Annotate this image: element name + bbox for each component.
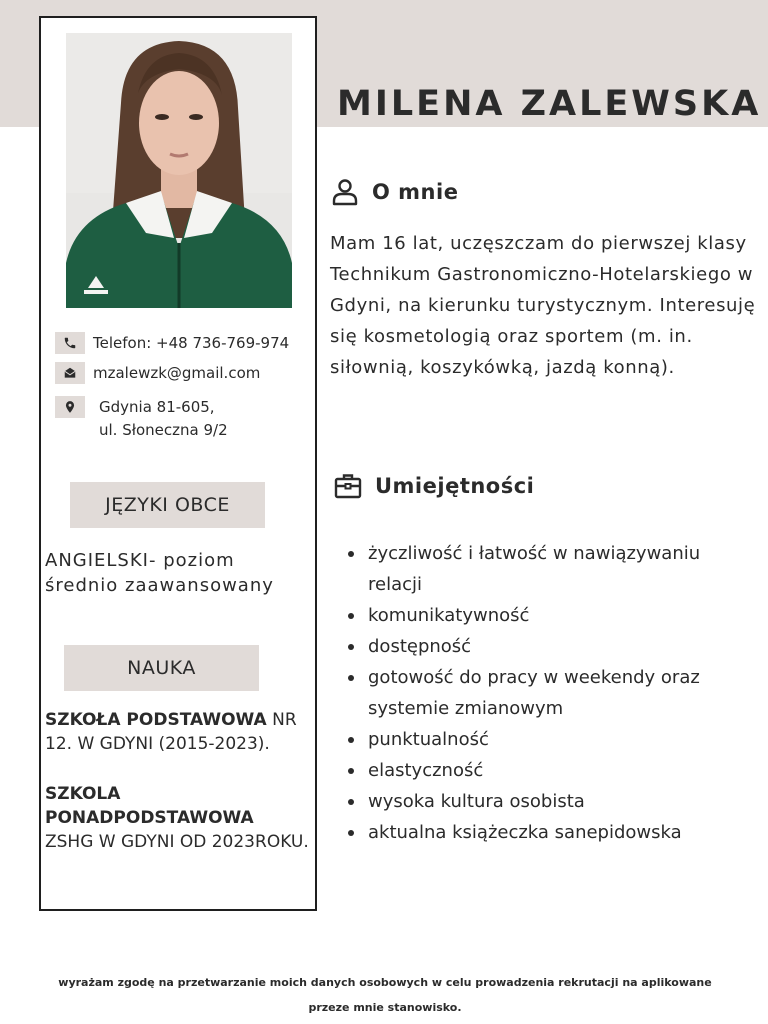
contact-email: [55, 362, 260, 385]
sidebar: [39, 16, 317, 911]
profile-photo-illustration: [66, 33, 292, 308]
skills-section-title: [333, 471, 534, 501]
location-pin-icon: [55, 396, 85, 418]
skills-title: Umiejętności: [375, 474, 535, 498]
skill-item: elastyczność: [345, 755, 755, 786]
school-2-details: ZSHG W GDYNI OD 2023ROKU.: [45, 832, 309, 852]
about-section-title: [330, 177, 458, 207]
skills-list: [345, 538, 755, 848]
skill-item: punktualność: [345, 724, 755, 755]
skill-item: aktualna książeczka sanepidowska: [345, 817, 755, 848]
skill-item: dostępność: [345, 631, 755, 662]
skill-item: życzliwość i łatwość w nawiązywaniu relacji: [345, 538, 755, 600]
phone-text: Telefon: +48 736-769-974: [93, 334, 290, 352]
consent-line-2: przeze mnie stanowisko.: [308, 1001, 462, 1014]
consent-line-1: wyrażam zgodę na przetwarzanie moich danych osobowych w celu prowadzenia rekrutacji na aplikowane: [58, 976, 712, 989]
education-school-2: [45, 782, 313, 854]
phone-icon: [55, 332, 85, 354]
address-line-1: Gdynia 81-605,: [99, 398, 215, 416]
profile-photo: [66, 33, 292, 308]
candidate-name: MILENA ZALEWSKA: [337, 84, 762, 124]
user-icon: [330, 177, 360, 207]
school-1-name: SZKOŁA PODSTAWOWA: [45, 710, 267, 730]
about-title: O mnie: [372, 180, 459, 204]
address-line-2: ul. Słoneczna 9/2: [99, 421, 228, 439]
contact-address: [55, 396, 228, 442]
education-school-1: [45, 708, 313, 756]
skill-item: komunikatywność: [345, 600, 755, 631]
languages-text: ANGIELSKI- poziom średnio zaawansowany: [45, 550, 274, 596]
envelope-icon: [55, 362, 85, 384]
school-1-details: NR 12. W GDYNI (2015-2023).: [45, 710, 297, 754]
education-heading: NAUKA: [64, 645, 259, 691]
contact-phone: [55, 332, 289, 355]
school-2-name: SZKOLA PONADPODSTAWOWA: [45, 784, 254, 828]
languages-heading: JĘZYKI OBCE: [70, 482, 265, 528]
about-text: Mam 16 lat, uczęszczam do pierwszej klasy Technikum Gastronomiczno-Hotelarskiego w Gdyni, na kierunku turystycznym. Interesuję się kosmetologią oraz sportem (m. in. siłownią, koszykówką, jazdą konną).: [330, 233, 756, 378]
skill-item: gotowość do pracy w weekendy oraz systemie zmianowym: [345, 662, 755, 724]
briefcase-icon: [333, 471, 363, 501]
consent-clause: [40, 970, 730, 1020]
skill-item: wysoka kultura osobista: [345, 786, 755, 817]
email-text: mzalewzk@gmail.com: [93, 364, 261, 382]
